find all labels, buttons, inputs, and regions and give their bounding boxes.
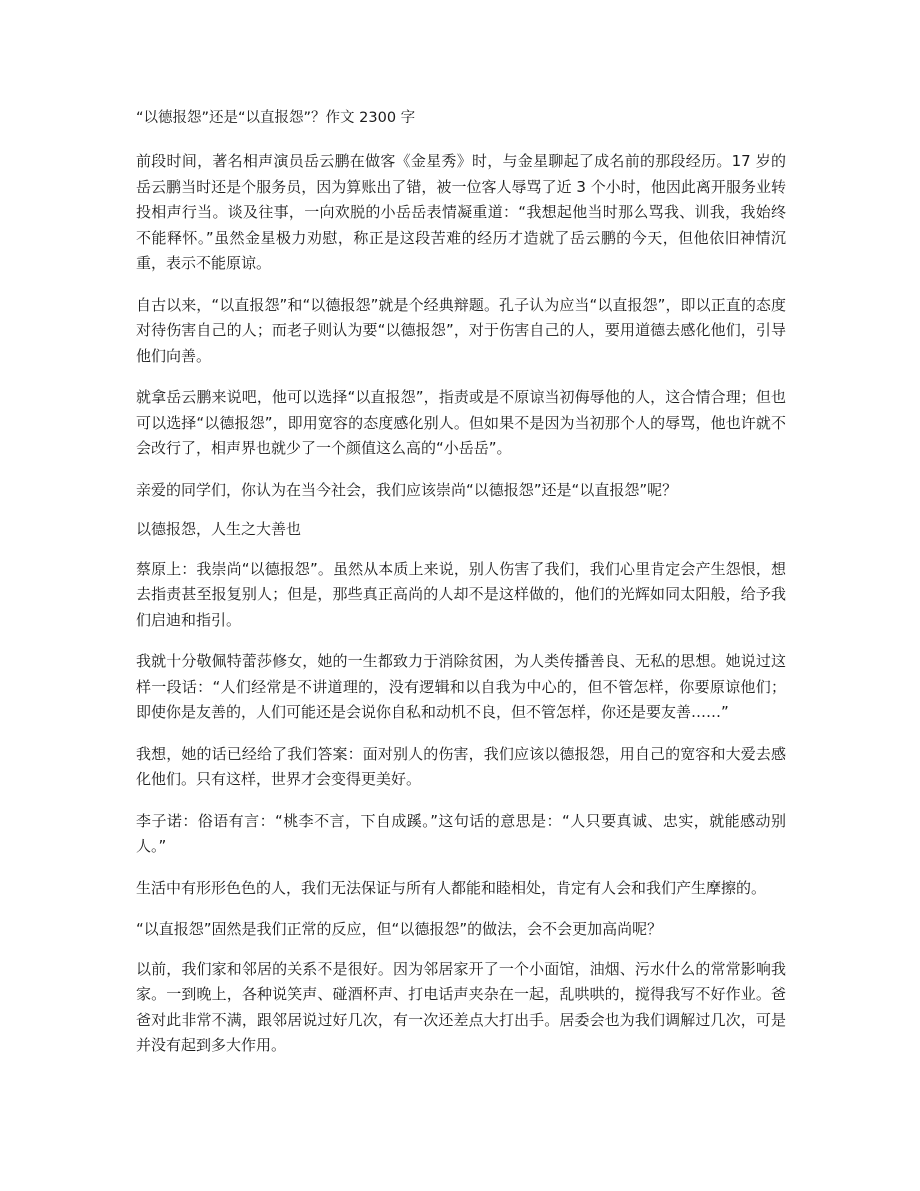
paragraph-teresa: 我就十分敬佩特蕾莎修女，她的一生都致力于消除贫困，为人类传播善良、无私的思想。她说过这样一段话：“人们经常是不讲道理的，没有逻辑和以自我为中心的，但不管怎样，你要原谅他们；即使你是友善的，人们可能还是会说你自私和动机不良，但不管怎样，你还是要友善……” <box>136 652 786 721</box>
paragraph-noble: “以直报怨”固然是我们正常的反应，但“以德报怨”的做法，会不会更加高尚呢？ <box>136 920 663 938</box>
paragraph-cai: 蔡原上：我崇尚“以德报怨”。虽然从本质上来说，别人伤害了我们，我们心里肯定会产生怨恨，想去指责甚至报复别人；但是，那些真正高尚的人却不是这样做的，他们的光辉如同太阳般，给予我们启迪和指引。 <box>136 559 786 629</box>
document-title: “以德报怨”还是“以直报怨”？作文 2300 字 <box>136 110 416 126</box>
document-page <box>136 106 786 1075</box>
paragraph-question: 亲爱的同学们，你认为在当今社会，我们应该崇尚“以德报怨”还是“以直报怨”呢？ <box>136 480 678 499</box>
paragraph-intro: 前段时间，著名相声演员岳云鹏在做客《金星秀》时，与金星聊起了成名前的那段经历。17 岁的岳云鹏当时还是个服务员，因为算账出了错，被一位客人辱骂了近 3 个小时，他因此离开服务业转投相声行当。谈及往事，一向欢脱的小岳岳表情凝重道：“我想起他当时那么骂我、训我，我始终不能释怀。”虽然金星极力劝慰，称正是这段苦难的经历才造就了岳云鹏的今天，但他依旧神情沉重，表示不能原谅。 <box>136 152 786 272</box>
paragraph-li: 李子诺：俗语有言：“桃李不言，下自成蹊。”这句话的意思是：“人只要真诚、忠实，就能感动别人。” <box>136 811 786 855</box>
section-heading: 以德报怨，人生之大善也 <box>136 520 302 538</box>
paragraph-debate: 自古以来，“以直报怨”和“以德报怨”就是个经典辩题。孔子认为应当“以直报怨”，即以正直的态度对待伤害自己的人；而老子则认为要“以德报怨”，对于伤害自己的人，要用道德去感化他们，引导他们向善。 <box>136 295 786 365</box>
paragraph-life: 生活中有形形色色的人，我们无法保证与所有人都能和睦相处，肯定有人会和我们产生摩擦的。 <box>136 878 767 897</box>
paragraph-yue-example: 就拿岳云鹏来说吧，他可以选择“以直报怨”，指责或是不原谅当初侮辱他的人，这合情合理；但也可以选择“以德报怨”，即用宽容的态度感化别人。但如果不是因为当初那个人的辱骂，他也许就不会改行了，相声界也就少了一个颜值这么高的“小岳岳”。 <box>136 388 786 457</box>
paragraph-neighbor: 以前，我们家和邻居的关系不是很好。因为邻居家开了一个小面馆，油烟、污水什么的常常影响我家。一到晚上，各种说笑声、碰酒杯声、打电话声夹杂在一起，乱哄哄的，搅得我写不好作业。爸爸对此非常不满，跟邻居说过好几次，有一次还差点大打出手。居委会也为我们调解过几次，可是并没有起到多大作用。 <box>136 959 786 1054</box>
paragraph-answer: 我想，她的话已经给了我们答案：面对别人的伤害，我们应该以德报怨，用自己的宽容和大爱去感化他们。只有这样，世界才会变得更美好。 <box>136 744 786 788</box>
